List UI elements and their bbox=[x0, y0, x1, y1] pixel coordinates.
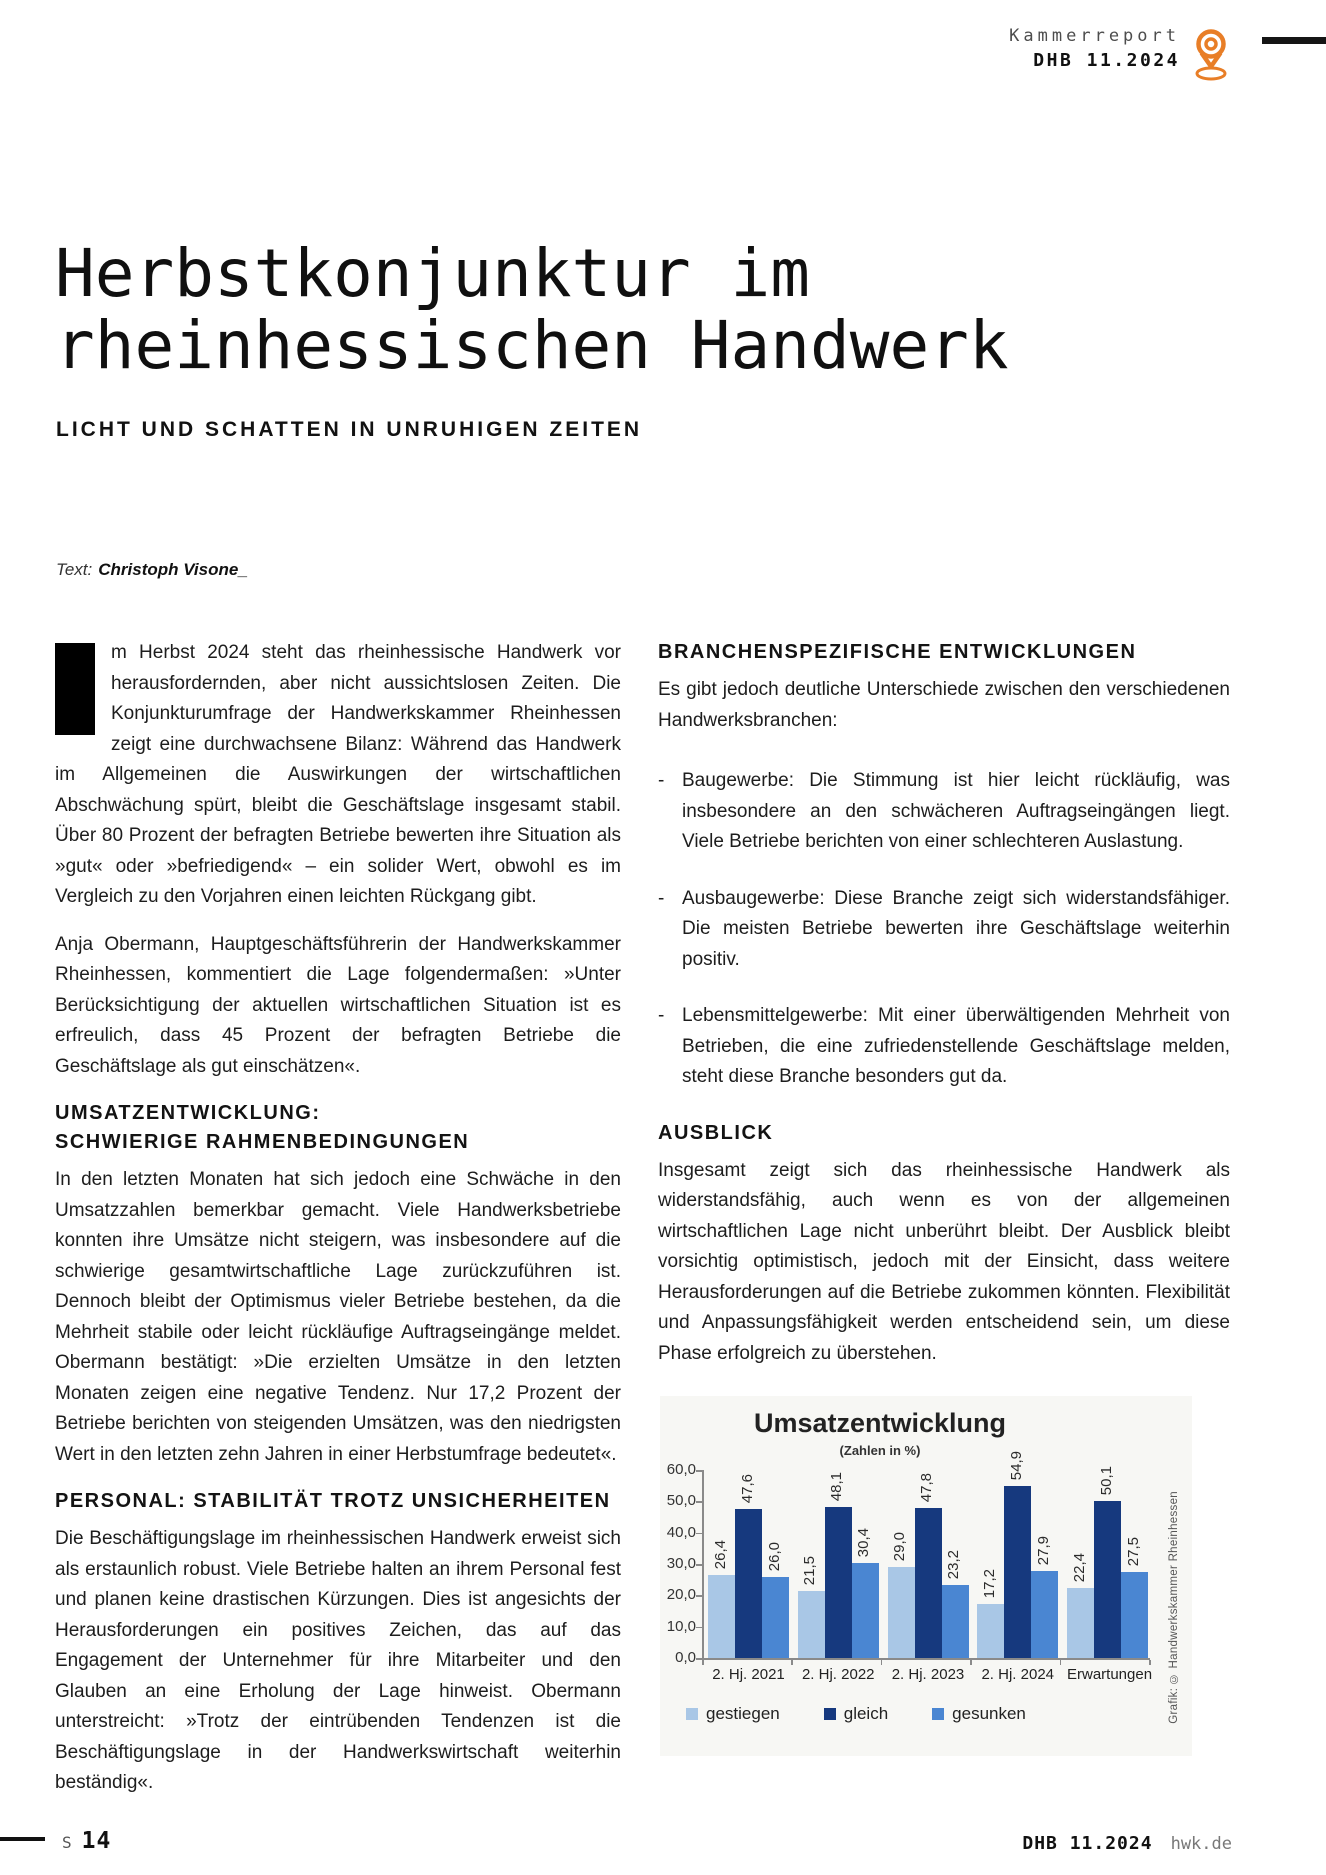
x-axis-tick bbox=[1149, 1660, 1151, 1665]
x-axis-tick bbox=[881, 1660, 883, 1665]
y-axis-label: 10,0 bbox=[666, 1617, 696, 1635]
bar-gesunken bbox=[852, 1563, 879, 1658]
intro-paragraph bbox=[55, 638, 621, 913]
bar-value-label: 27,9 bbox=[1034, 1535, 1052, 1565]
y-axis-tick bbox=[696, 1595, 702, 1597]
bar-slot bbox=[1004, 1450, 1031, 1658]
bar-slot bbox=[852, 1470, 879, 1658]
bar-value-label: 22,4 bbox=[1070, 1552, 1088, 1582]
bar-gestiegen bbox=[977, 1604, 1004, 1658]
legend-swatch bbox=[686, 1708, 698, 1720]
chart-legend bbox=[686, 1704, 1026, 1724]
x-axis-label: 2. Hj. 2023 bbox=[891, 1666, 965, 1683]
bar-value-label: 26,0 bbox=[765, 1541, 783, 1571]
bar-value-label: 30,4 bbox=[855, 1527, 873, 1557]
list-item bbox=[658, 766, 1230, 858]
x-axis-label: 2. Hj. 2024 bbox=[981, 1666, 1055, 1683]
bar-slot bbox=[1067, 1470, 1094, 1658]
corner-rule bbox=[1262, 37, 1326, 44]
location-pin-icon bbox=[1188, 28, 1234, 82]
chart-bar-group bbox=[977, 1450, 1058, 1658]
y-axis-label: 60,0 bbox=[666, 1461, 696, 1478]
ausblick-paragraph: Insgesamt zeigt sich das rheinhessische Handwerk als widerstandsfähig, auch wenn es von der allgemeinen wirtschaftlichen Lage nicht unberührt bleibt. Der Ausblick bleibt vorsichtig optimistisch, jedoch mit der Einsicht, dass weitere Herausforderungen auf die Betriebe zukommen könnten. Flexibilität und Anpassungsfähigkeit werden entscheidend sein, um diese Phase erfolgreich zu überstehen. bbox=[658, 1159, 1230, 1364]
header-block bbox=[1009, 26, 1180, 71]
chart-bar-group bbox=[708, 1470, 789, 1658]
page-number bbox=[62, 1828, 111, 1854]
y-axis-tick bbox=[696, 1627, 702, 1629]
bullet-dash: - bbox=[658, 770, 665, 791]
legend-label: gestiegen bbox=[706, 1704, 780, 1723]
y-axis-label: 50,0 bbox=[666, 1492, 696, 1510]
footer-website-link[interactable]: hwk.de bbox=[1170, 1834, 1232, 1854]
branchen-intro: Es gibt jedoch deutliche Unterschiede zwischen den verschiedenen Handwerksbranchen: bbox=[658, 679, 1230, 731]
dropcap-letter bbox=[55, 647, 60, 668]
bar-value-label: 47,6 bbox=[738, 1473, 756, 1503]
bar-value-label: 23,2 bbox=[945, 1549, 962, 1579]
page-prefix: S bbox=[62, 1833, 72, 1852]
byline bbox=[56, 560, 248, 580]
bullet-text-baugewerbe: Baugewerbe: Die Stimmung ist hier leicht rückläufig, was insbesondere an den schwächeren Auftragseingängen liegt. Viele Betriebe berichten von einer schlechteren Auslastung. bbox=[682, 770, 1230, 852]
header-kicker: Kammerreport bbox=[1009, 26, 1180, 46]
bar-slot bbox=[915, 1470, 942, 1658]
chart-bar-group bbox=[1067, 1465, 1148, 1658]
section-heading-branchen: BRANCHENSPEZIFISCHE ENTWICKLUNGEN bbox=[658, 641, 1137, 663]
chart-title: Umsatzentwicklung bbox=[753, 1408, 1007, 1438]
legend-item bbox=[824, 1704, 888, 1724]
y-axis-tick bbox=[696, 1533, 702, 1535]
bar-gestiegen bbox=[798, 1591, 825, 1658]
legend-label: gesunken bbox=[952, 1704, 1026, 1723]
bar-gestiegen bbox=[708, 1575, 735, 1658]
bar-value-label: 29,0 bbox=[891, 1531, 908, 1561]
chart-bar-group bbox=[888, 1470, 969, 1658]
bar-gleich bbox=[735, 1509, 762, 1658]
chart-bar-group bbox=[798, 1470, 879, 1658]
y-axis-label: 0,0 bbox=[675, 1649, 696, 1666]
bar-gesunken bbox=[1031, 1571, 1058, 1658]
footer-issue-block bbox=[1022, 1833, 1232, 1854]
x-axis-label: 2. Hj. 2021 bbox=[712, 1666, 785, 1683]
bar-value-label: 17,2 bbox=[980, 1568, 998, 1598]
legend-swatch bbox=[824, 1708, 836, 1720]
bar-value-label: 21,5 bbox=[801, 1555, 819, 1585]
bar-gleich bbox=[1094, 1501, 1121, 1658]
bar-value-label: 54,9 bbox=[1007, 1450, 1025, 1480]
y-axis-tick bbox=[696, 1564, 702, 1566]
dropcap-block bbox=[55, 643, 95, 735]
page-title-line1: Herbstkonjunktur im bbox=[55, 235, 810, 312]
right-column bbox=[658, 638, 1230, 1386]
bar-gesunken bbox=[762, 1577, 789, 1658]
bar-gesunken bbox=[1121, 1572, 1148, 1658]
chart-subtitle: (Zahlen in %) bbox=[839, 1443, 921, 1458]
bullet-text-lebensmittelgewerbe: Lebensmittelgewerbe: Mit einer überwältigenden Mehrheit von Betrieben, die eine zufriedenstellende Geschäftslage melden, steht diese Branche besonders gut da. bbox=[682, 1005, 1230, 1087]
bar-slot bbox=[888, 1470, 915, 1658]
page-title bbox=[55, 235, 1009, 384]
page-subtitle: LICHT UND SCHATTEN IN UNRUHIGEN ZEITEN bbox=[56, 418, 643, 441]
bullet-text-ausbaugewerbe: Ausbaugewerbe: Diese Branche zeigt sich widerstandsfähiger. Die meisten Betriebe bewerten ihre Geschäftslage weiterhin positiv. bbox=[682, 887, 1230, 970]
y-axis-label: 40,0 bbox=[666, 1523, 696, 1541]
intro-text: m Herbst 2024 steht das rheinhessische Handwerk vor herausfordernden, aber nicht aussichtslosen Zeiten. Die Konjunkturumfrage der Handwerkskammer Rheinhessen zeigt eine durchwachsene Bilanz: Während das Handwerk im Allgemeinen die Auswirkungen der wirtschaftlichen Abschwächung spürt, bleibt die Geschäftslage insgesamt stabil. Über 80 Prozent der befragten Betriebe bewerten ihre Situation als »gut« oder »befriedigend« – ein solider Wert, obwohl es im Vergleich zu den Vorjahren einen leichten Rückgang gibt. bbox=[55, 642, 621, 907]
section-heading-umsatz-line2: SCHWIERIGE RAHMENBEDINGUNGEN bbox=[55, 1131, 470, 1153]
legend-item bbox=[686, 1704, 780, 1724]
y-axis-label: 30,0 bbox=[666, 1555, 696, 1572]
bar-gleich bbox=[825, 1507, 852, 1658]
x-axis-tick bbox=[702, 1660, 704, 1665]
chart-credit: Grafik: © Handwerkskammer Rheinhessen bbox=[1168, 1491, 1180, 1724]
bar-value-label: 50,1 bbox=[1097, 1465, 1115, 1495]
x-axis-label: 2. Hj. 2022 bbox=[801, 1666, 875, 1683]
list-item bbox=[658, 1001, 1230, 1093]
bar-slot bbox=[1121, 1470, 1148, 1658]
bar-slot bbox=[762, 1470, 789, 1658]
x-axis-tick bbox=[970, 1660, 972, 1665]
page-number-value: 14 bbox=[81, 1828, 112, 1854]
bar-value-label: 47,8 bbox=[918, 1472, 935, 1502]
header-issue: DHB 11.2024 bbox=[1033, 50, 1180, 71]
bar-slot bbox=[942, 1470, 969, 1658]
y-axis-tick bbox=[696, 1501, 702, 1503]
byline-label: Text: bbox=[56, 560, 93, 579]
y-axis-line bbox=[702, 1470, 704, 1659]
legend-label: gleich bbox=[843, 1704, 889, 1723]
umsatz-paragraph: In den letzten Monaten hat sich jedoch eine Schwäche in den Umsatzzahlen bemerkbar gemacht. Viele Handwerksbetriebe konnten ihre Umsätze nicht steigern, was insbesondere auf die schwierige gesamtwirtschaftliche Lage zurückzuführen ist. Dennoch bleibt der Optimismus vieler Betriebe bestehen, da die Mehrheit stabile oder leicht rückläufige Auftragseingänge meldet. Obermann bestätigt: »Die erzielten Umsätze in den letzten Monaten zeigen eine negative Tendenz. Nur 17,2 Prozent der Betriebe berichten von steigenden Umsätzen, was den niedrigsten Wert in den letzten zehn Jahren in einer Herbstumfrage bedeutet«. bbox=[55, 1169, 621, 1465]
bullet-dash: - bbox=[658, 887, 665, 909]
umsatz-chart bbox=[660, 1396, 1192, 1756]
personal-paragraph: Die Beschäftigungslage im rheinhessischen Handwerk erweist sich als erstaunlich robust. Viele Betriebe halten an ihrem Personal fest und planen keine drastischen Kürzungen. Dies ist angesichts der Herausforderungen ein positives Zeichen, das auf das Engagement der Unternehmer für ihre Mitarbeiter und den Glauben an eine Erholung der Lage hinweist. Obermann unterstreicht: »Trotz der eintrübenden Tendenzen ist die Beschäftigungslage in der Handwerkswirtschaft weiterhin beständig«. bbox=[55, 1528, 621, 1793]
legend-swatch bbox=[932, 1708, 944, 1720]
page-title-line2: rheinhessischen Handwerk bbox=[55, 307, 1009, 384]
legend-item bbox=[932, 1704, 1026, 1724]
y-axis-tick bbox=[696, 1470, 702, 1472]
bar-slot bbox=[1031, 1470, 1058, 1658]
bar-gleich bbox=[915, 1508, 942, 1658]
section-heading-personal: PERSONAL: STABILITÄT TROTZ UNSICHERHEITEN bbox=[55, 1490, 611, 1512]
footer-issue: DHB 11.2024 bbox=[1022, 1833, 1153, 1854]
x-axis-line bbox=[702, 1658, 1150, 1660]
bar-slot bbox=[708, 1470, 735, 1658]
chart-xlabels bbox=[708, 1666, 1153, 1683]
section-heading-umsatz-line1: UMSATZENTWICKLUNG: bbox=[55, 1102, 321, 1124]
bar-slot bbox=[735, 1470, 762, 1658]
bar-value-label: 26,4 bbox=[711, 1539, 729, 1569]
y-axis-label: 20,0 bbox=[666, 1586, 696, 1604]
bar-gleich bbox=[1004, 1486, 1031, 1658]
bar-slot bbox=[977, 1470, 1004, 1658]
bar-value-label: 48,1 bbox=[828, 1471, 846, 1501]
bar-slot bbox=[1094, 1465, 1121, 1658]
bullet-dash: - bbox=[658, 1005, 665, 1026]
bar-value-label: 27,5 bbox=[1124, 1536, 1142, 1566]
x-axis-label: Erwartungen bbox=[1067, 1666, 1153, 1683]
x-axis-tick bbox=[1060, 1660, 1062, 1665]
list-item bbox=[658, 884, 1230, 976]
bar-gesunken bbox=[942, 1585, 969, 1658]
section-heading-umsatz bbox=[55, 1099, 621, 1157]
bar-slot bbox=[825, 1470, 852, 1658]
x-axis-tick bbox=[791, 1660, 793, 1665]
bar-slot bbox=[798, 1470, 825, 1658]
quote-paragraph: Anja Obermann, Hauptgeschäftsführerin der Handwerkskammer Rheinhessen, kommentiert die Lage folgendermaßen: »Unter Berücksichtigung der aktuellen wirtschaftlichen Situation ist es erfreulich, dass 45 Prozent der befragten Betriebe die Geschäftslage als gut einschätzen«. bbox=[55, 933, 621, 1077]
section-heading-ausblick: AUSBLICK bbox=[658, 1121, 774, 1144]
bar-gestiegen bbox=[1067, 1588, 1094, 1658]
left-column bbox=[55, 638, 621, 1816]
bar-gestiegen bbox=[888, 1567, 915, 1658]
footer-rule bbox=[0, 1837, 45, 1841]
byline-author: Christoph Visone_ bbox=[98, 560, 248, 579]
